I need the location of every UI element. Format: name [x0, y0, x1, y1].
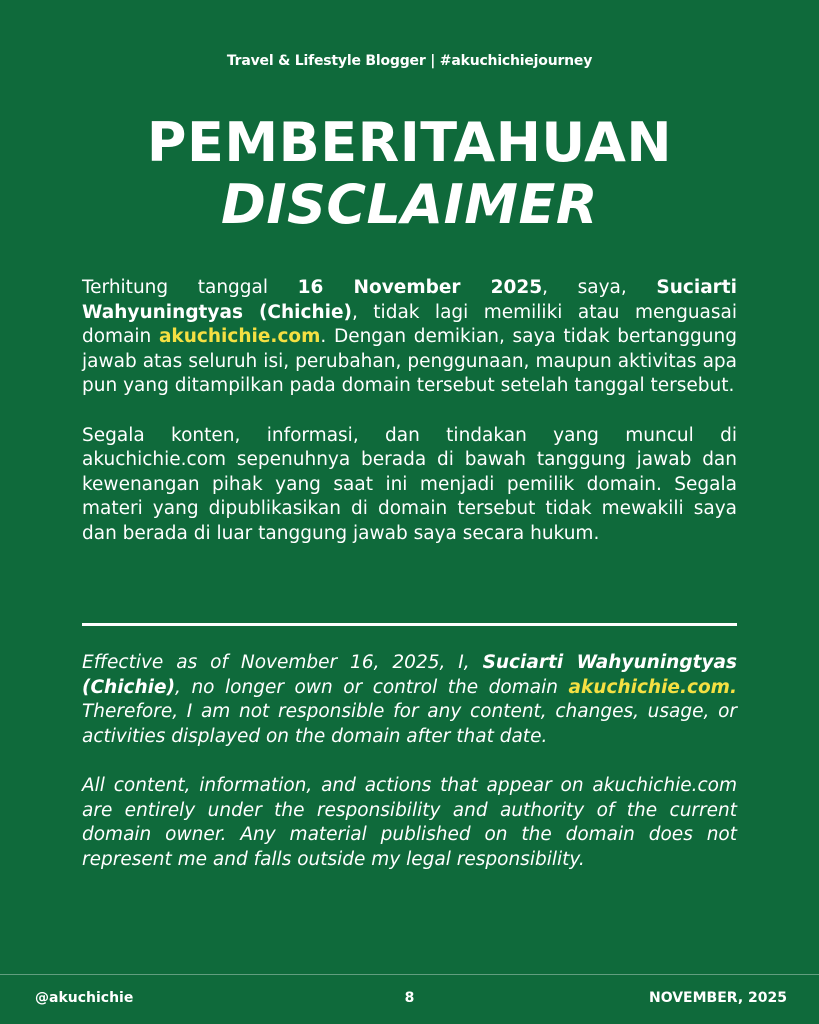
- id-p1-text-1: Terhitung tanggal: [82, 277, 298, 298]
- title-disclaimer: DISCLAIMER: [221, 173, 598, 236]
- id-p1-text-3: , tidak lagi memiliki atau menguasai domain: [82, 301, 737, 348]
- paragraph-gap: [82, 749, 737, 774]
- id-p1-domain: akuchichie.com: [158, 326, 321, 348]
- footer-date: NOVEMBER, 2025: [648, 990, 787, 1006]
- section-divider: [82, 623, 737, 626]
- id-p1-text-4: . Dengan demikian, saya tidak bertanggung jawab atas seluruh isi, perubahan, penggunaan, maupun aktivitas apa pun yang ditampilkan pada domain tersebut setelah tanggal tersebut.: [82, 326, 737, 397]
- en-p1-name: Suciarti Wahyuningtyas (Chichie): [82, 652, 737, 698]
- indonesian-paragraph-2: Segala konten, informasi, dan tindakan yang muncul di akuchichie.com sepenuhnya berada di bawah tanggung jawab dan kewenangan pihak yang saat ini menjadi pemilik domain. Segala materi yang dipublikasikan di domain tersebut tidak mewakili saya dan berada di luar tanggung jawab saya secara hukum.: [82, 424, 737, 544]
- footer-divider: [0, 974, 819, 975]
- english-paragraph-1: [82, 651, 737, 749]
- english-section: [82, 651, 737, 872]
- footer-page-number: 8: [404, 990, 415, 1006]
- paragraph-gap: [82, 399, 737, 424]
- page-title: [0, 112, 819, 236]
- indonesian-section: [82, 276, 737, 547]
- en-p1-text-2: , no longer own or control the domain: [175, 676, 569, 698]
- footer-handle: @akuchichie: [35, 990, 134, 1006]
- id-p1-name: Suciarti Wahyuningtyas (Chichie): [82, 277, 737, 323]
- indonesian-paragraph-1: [82, 276, 737, 399]
- en-p1-text-3: Therefore, I am not responsible for any content, changes, usage, or activities displayed on the domain after that date.: [82, 701, 737, 747]
- en-p1-text-1: Effective as of November 16, 2025, I,: [82, 652, 483, 673]
- english-paragraph-2: All content, information, and actions that appear on akuchichie.com are entirely under the responsibility and authority of the current domain owner. Any material published on the domain does not represent me and falls outside my legal responsibility.: [82, 774, 737, 870]
- id-p1-date: 16 November 2025: [297, 277, 543, 298]
- title-pemberitahuan: PEMBERITAHUAN: [146, 111, 673, 174]
- blog-tagline: Travel & Lifestyle Blogger | #akuchichiejourney: [226, 53, 593, 69]
- id-p1-text-2: , saya,: [542, 277, 657, 298]
- en-p1-domain: akuchichie.com.: [568, 676, 737, 698]
